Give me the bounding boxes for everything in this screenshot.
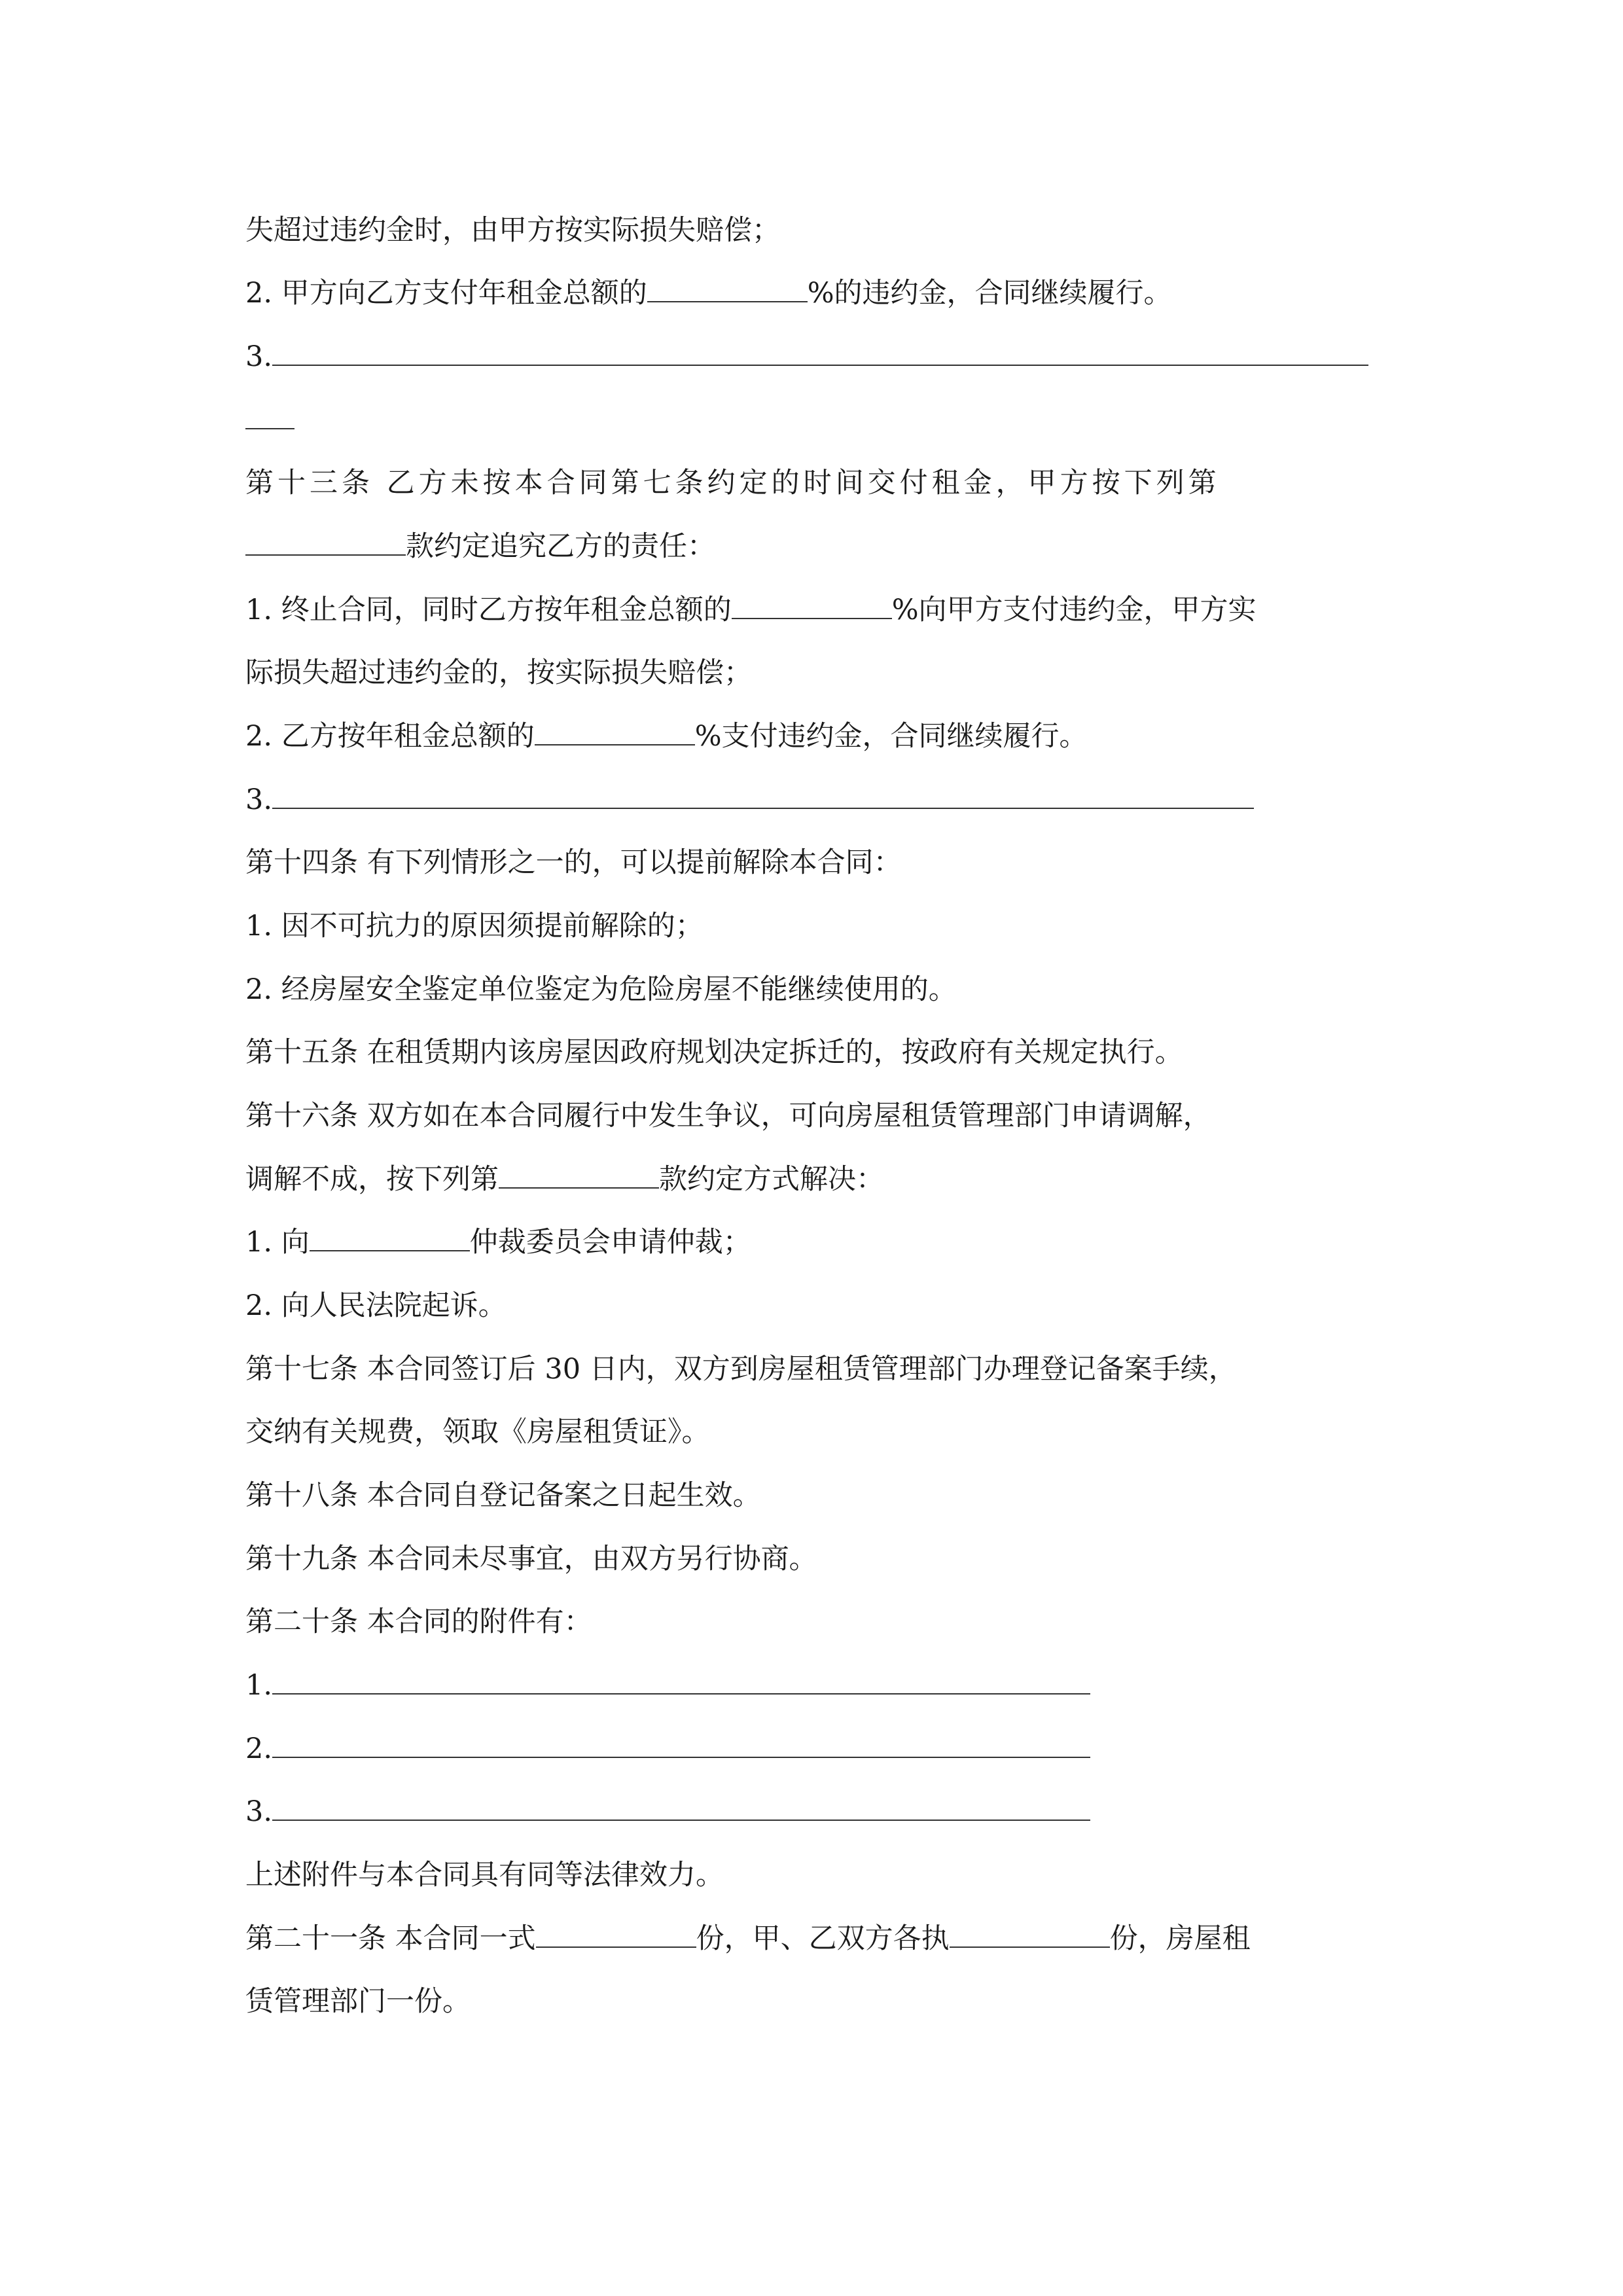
fill-blank[interactable] (272, 1729, 1090, 1758)
text-line: 3. (245, 780, 1254, 819)
article-20-heading: 第二十条 本合同的附件有： (245, 1605, 592, 1638)
article-18-heading: 第十八条 本合同自登记备案之日起生效。 (245, 1479, 761, 1512)
article-15-heading: 第十五条 在租赁期内该房屋因政府规划决定拆迁的，按政府有关规定执行。 (245, 1036, 1183, 1069)
article-14-heading: 第十四条 有下列情形之一的，可以提前解除本合同： (245, 846, 902, 879)
article-13-heading: 第十三条 乙方未按本合同第七条约定的时间交付租金，甲方按下列第 (245, 467, 1221, 499)
text-line: 赁管理部门一份。 (245, 1985, 471, 2018)
text-line: 2. 向人民法院起诉。 (245, 1289, 507, 1322)
attachment-line: 3. (245, 1792, 1090, 1831)
fill-blank[interactable] (272, 1792, 1090, 1821)
text-line: 交纳有关规费，领取《房屋租赁证》。 (245, 1416, 710, 1448)
text-line: 3. (245, 337, 1368, 376)
text-line: 失超过违约金时，由甲方按实际损失赔偿； (245, 214, 780, 247)
fill-blank[interactable] (245, 527, 406, 556)
text-line: 1. 因不可抗力的原因须提前解除的； (245, 910, 704, 942)
fill-blank[interactable] (950, 1919, 1110, 1948)
text-line: 调解不成，按下列第 款约定方式解决： (245, 1160, 884, 1199)
fill-blank[interactable] (732, 590, 892, 619)
attachment-line: 2. (245, 1729, 1090, 1768)
fill-blank[interactable] (536, 1919, 696, 1948)
article-19-heading: 第十九条 本合同未尽事宜，由双方另行协商。 (245, 1543, 817, 1575)
text-line: 2. 甲方向乙方支付年租金总额的 %的违约金，合同继续履行。 (245, 274, 1172, 313)
attachment-line: 1. (245, 1666, 1090, 1705)
fill-blank[interactable] (272, 337, 1368, 366)
fill-blank[interactable] (647, 274, 808, 302)
fill-blank[interactable] (245, 401, 294, 429)
text-line: 款约定追究乙方的责任： (245, 527, 715, 566)
fill-blank[interactable] (499, 1160, 659, 1189)
article-16-heading: 第十六条 双方如在本合同履行中发生争议，可向房屋租赁管理部门申请调解， (245, 1100, 1211, 1132)
article-21-heading: 第二十一条 本合同一式 份，甲、乙双方各执 份，房屋租 (245, 1919, 1251, 1958)
text-line: 1. 终止合同，同时乙方按年租金总额的 %向甲方支付违约金，甲方实 (245, 590, 1257, 630)
text-line: 2. 乙方按年租金总额的 %支付违约金，合同继续履行。 (245, 717, 1088, 756)
fill-blank[interactable] (272, 1666, 1090, 1695)
text-line-continuation (245, 401, 294, 440)
fill-blank[interactable] (310, 1223, 470, 1251)
text-line: 际损失超过违约金的，按实际损失赔偿； (245, 656, 752, 689)
fill-blank[interactable] (272, 780, 1254, 809)
text-line: 2. 经房屋安全鉴定单位鉴定为危险房屋不能继续使用的。 (245, 973, 957, 1006)
fill-blank[interactable] (535, 717, 695, 745)
text-line: 上述附件与本合同具有同等法律效力。 (245, 1859, 724, 1892)
article-17-heading: 第十七条 本合同签订后 30 日内，双方到房屋租赁管理部门办理登记备案手续， (245, 1353, 1237, 1386)
text-line: 1. 向 仲裁委员会申请仲裁； (245, 1223, 751, 1262)
